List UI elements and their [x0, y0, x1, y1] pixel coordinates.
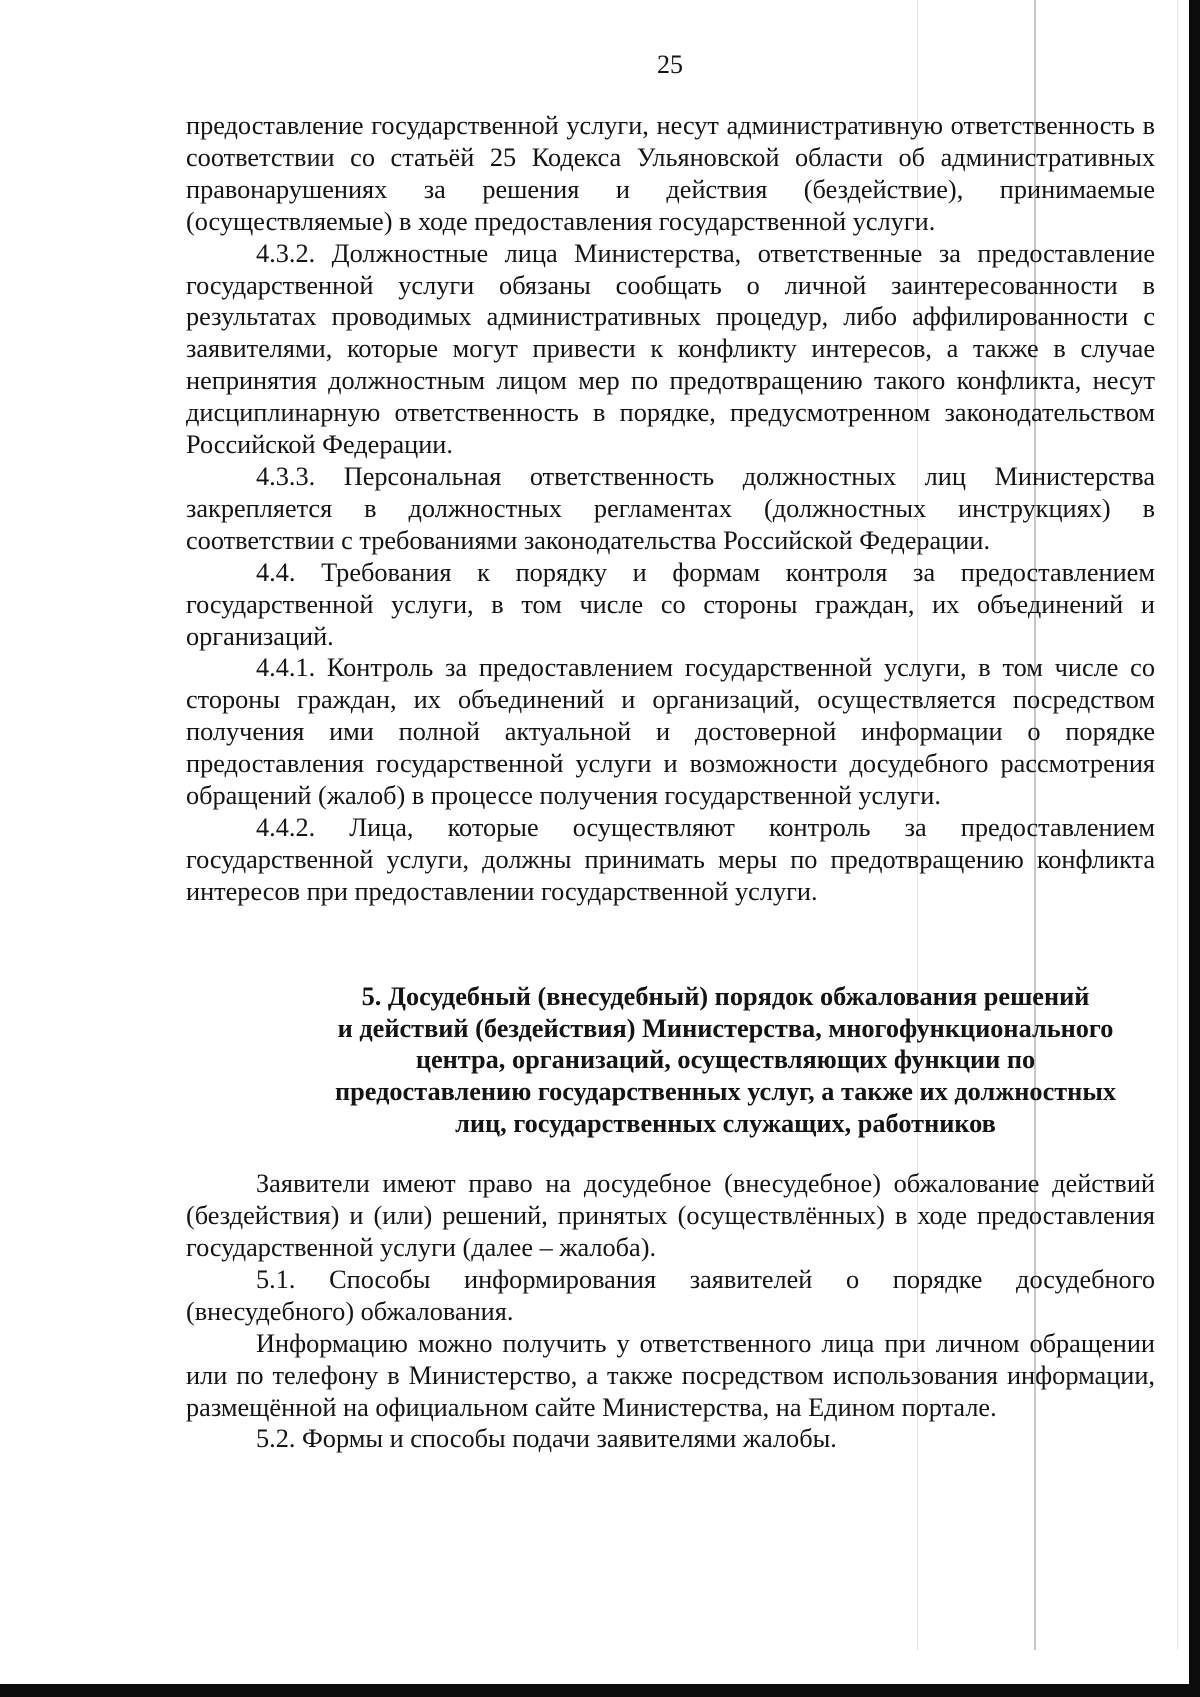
paragraph-5-1: 5.1. Способы информирования заявителей о порядке досудебного (внесудебного) обжалования.: [186, 1264, 1155, 1326]
paragraph-4-3-2: 4.3.2. Должностные лица Министерства, ответственные за предоставление государственной услуги обязаны сообщать о личной заинтересованности в результатах проводимых административных процедур, либо аффилированности с заявителями, которые могут привести к конфликту интересов, а также в случае непринятия должностным лицом мер по предотвращению такого конфликта, несут дисциплинарную ответственность в порядке, предусмотренном законодательством Российской Федерации.: [186, 238, 1155, 460]
page-number: 25: [657, 50, 683, 79]
document-body: [186, 110, 1155, 1455]
scan-edge-bottom: [0, 1684, 1200, 1697]
paragraph-4-4: 4.4. Требования к порядку и формам контроля за предоставлением государственной услуги, в том числе со стороны граждан, их объединений и организаций.: [186, 557, 1155, 651]
paragraph-liability-intro: предоставление государственной услуги, несут административную ответственность в соответствии со статьёй 25 Кодекса Ульяновской области об административных правонарушениях за решения и действия (бездействие), принимаемые (осуществляемые) в ходе предоставления государственной услуги.: [186, 111, 1155, 236]
paragraph-appeal-right: Заявители имеют право на досудебное (внесудебное) обжалование действий (бездействия) и (или) решений, принятых (осуществлённых) в ходе предоставления государственной услуги (далее – жалоба).: [186, 1169, 1155, 1262]
scan-fold-line: [1177, 0, 1178, 1650]
scan-edge-right: [1189, 0, 1200, 1697]
paragraph-4-4-2: 4.4.2. Лица, которые осуществляют контроль за предоставлением государственной услуги, должны принимать меры по предотвращению конфликта интересов при предоставлении государственной услуги.: [186, 812, 1155, 906]
paragraph-4-4-1: 4.4.1. Контроль за предоставлением государственной услуги, в том числе со стороны граждан, их объединений и организаций, осуществляется посредством получения ими полной актуальной и достоверной информации о порядке предоставления государственной услуги и возможности досудебного рассмотрения обращений (жалоб) в процессе получения государственной услуги.: [186, 653, 1155, 811]
paragraph-4-3-3: 4.3.3. Персональная ответственность должностных лиц Министерства закрепляется в должностных регламентах (должностных инструкциях) в соответствии с требованиями законодательства Российской Федерации.: [186, 461, 1155, 555]
paragraph-information-sources: Информацию можно получить у ответственного лица при личном обращении или по телефону в Министерство, а также посредством использования информации, размещённой на официальном сайте Министерства, на Едином портале.: [186, 1328, 1155, 1422]
section-5-heading: 5. Досудебный (внесудебный) порядок обжалования решений и действий (бездействия) Министерства, многофункционального центра, организаций, осуществляющих функции по предоставлению государственных услуг, а также их должностных лиц, государственных служащих, работников: [335, 981, 1116, 1139]
paragraph-5-2: 5.2. Формы и способы подачи заявителями жалобы.: [256, 1424, 837, 1454]
